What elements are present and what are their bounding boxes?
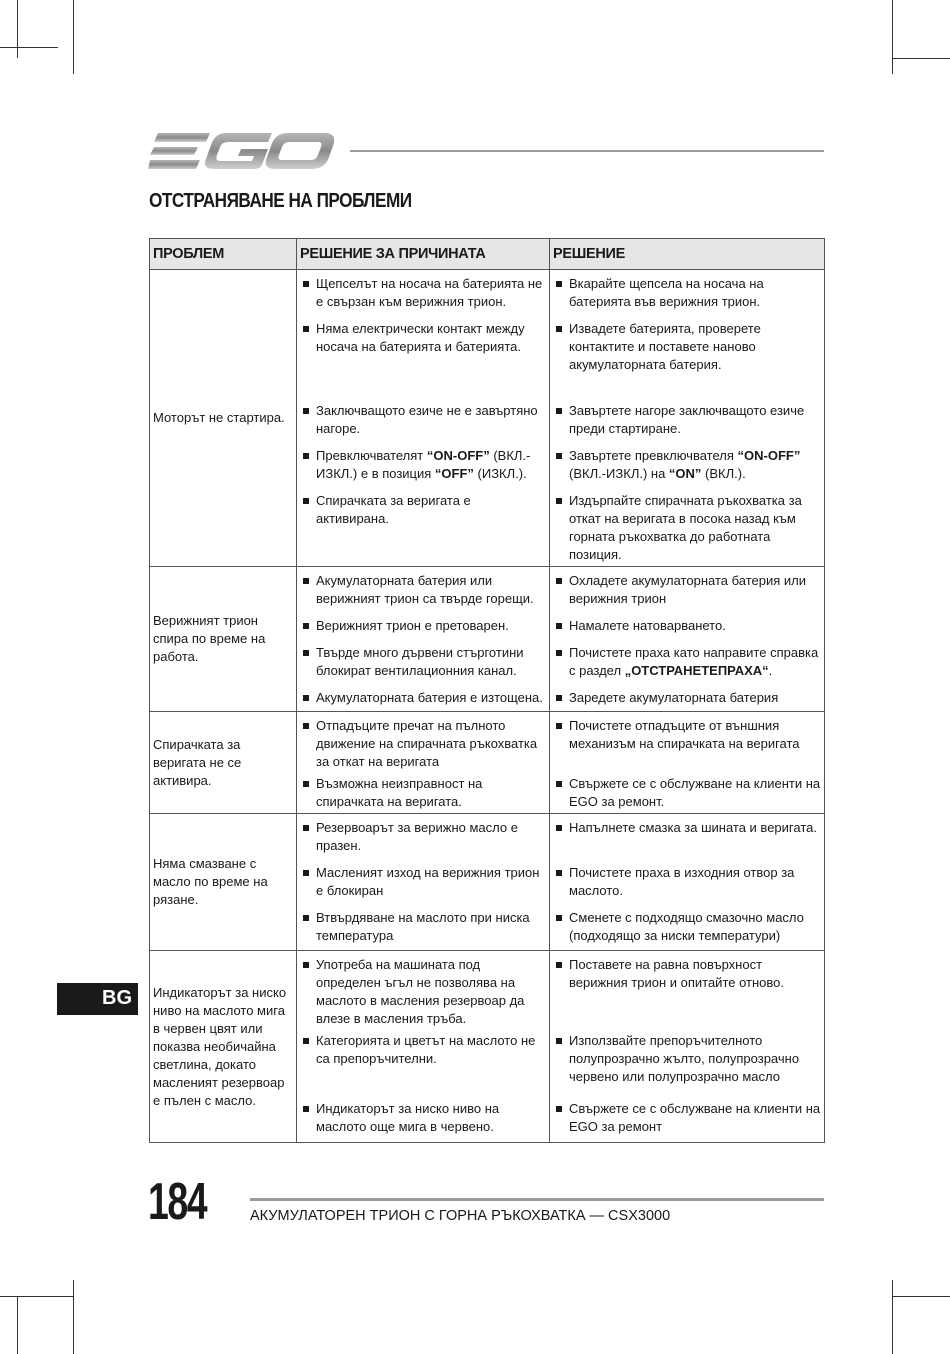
solution-list-item — [550, 864, 824, 900]
text-run: Завъртете нагоре заключващото езиче преди стартиране. — [569, 403, 805, 436]
solution-cell — [550, 814, 825, 951]
text-run: Употреба на машината под определен ъгъл не позволява на маслото в масления резервоар да влезе в масления тръба. — [316, 957, 525, 1026]
solution-list-item — [550, 644, 824, 680]
text-run: Свържете се с обслужване на клиенти на EGO за ремонт. — [569, 776, 821, 809]
text-run: Акумулаторната батерия е изтощена. — [316, 690, 543, 705]
text-run: Сменете с подходящо смазочно масло (подходящо за ниски температури) — [569, 910, 804, 943]
text-run: (ИЗКЛ.). — [473, 466, 527, 481]
troubleshooting-table — [149, 238, 825, 1143]
text-run: Извадете батерията, проверете контактите и поставете наново акумулаторната батерия. — [569, 321, 761, 372]
table-row — [150, 814, 825, 951]
problem-cell: Спирачката за веригата не се активира. — [150, 712, 297, 814]
text-run: Спирачката за веригата е активирана. — [316, 493, 471, 526]
text-run: Индикаторът за ниско ниво на маслото още мига в червено. — [316, 1101, 500, 1134]
text-run: Заключващото езиче не е завъртяно нагоре. — [316, 403, 538, 436]
solution-list-item — [550, 1100, 824, 1136]
text-run: Втвърдяване на маслото при ниска температура — [316, 910, 530, 943]
solution-list — [550, 956, 824, 1136]
text-run: Заредете акумулаторната батерия — [569, 690, 779, 705]
cause-cell — [297, 951, 550, 1143]
table-row — [150, 270, 825, 567]
cause-list — [297, 275, 549, 564]
ego-logo — [148, 128, 334, 174]
table-header-row — [150, 239, 825, 270]
text-run: (ВКЛ.-ИЗКЛ.) е в позиция — [316, 448, 531, 481]
cause-list-item — [297, 492, 549, 564]
text-run: Щепселът на носача на батерията не е свързан към верижния трион. — [316, 276, 543, 309]
table-row — [150, 567, 825, 712]
text-run: Поставете на равна повърхност верижния трион и опитайте отново. — [569, 957, 785, 990]
solution-list — [550, 572, 824, 707]
header-solution: РЕШЕНИЕ — [550, 239, 825, 270]
text-run: Намалете натоварването. — [569, 618, 726, 633]
solution-list — [550, 819, 824, 945]
text-run: Свържете се с обслужване на клиенти на EGO за ремонт — [569, 1101, 821, 1134]
emphasis-text: “ON-OFF” — [426, 448, 490, 463]
crop-mark — [17, 0, 18, 58]
text-run: Напълнете смазка за шината и веригата. — [569, 820, 817, 835]
text-run: Издърпайте спирачната ръкохватка за откат на веригата в посока назад към горната ръкохватка до работната позиция. — [569, 493, 802, 562]
cause-list-item — [297, 617, 549, 635]
text-run: Охладете акумулаторната батерия или верижния трион — [569, 573, 806, 606]
footer-title: АКУМУЛАТОРЕН ТРИОН С ГОРНА РЪКОХВАТКА — CSX3000 — [250, 1208, 671, 1224]
cause-list-item — [297, 1100, 549, 1136]
solution-cell — [550, 567, 825, 712]
crop-mark — [892, 1296, 950, 1297]
emphasis-text: “ON-OFF” — [737, 448, 801, 463]
cause-list-item — [297, 864, 549, 900]
table-row — [150, 951, 825, 1143]
language-tab — [57, 983, 138, 1015]
solution-list-item — [550, 572, 824, 608]
text-run: Възможна неизправност на спирачката на веригата. — [316, 776, 483, 809]
emphasis-text: “OFF” — [434, 466, 474, 481]
text-run: Няма електрически контакт между носача на батерията и батерията. — [316, 321, 525, 354]
text-run: Отпадъците пречат на пълното движение на спирачната ръкохватка за откат на веригата — [316, 718, 538, 769]
cause-cell — [297, 270, 550, 567]
emphasis-text: “ON” — [668, 466, 702, 481]
cause-list-item — [297, 909, 549, 945]
cause-list-item — [297, 689, 549, 707]
crop-mark — [0, 47, 58, 48]
cause-list-item — [297, 447, 549, 483]
solution-cell — [550, 270, 825, 567]
solution-list-item — [550, 1032, 824, 1086]
header-cause: РЕШЕНИЕ ЗА ПРИЧИНАТА — [297, 239, 550, 270]
page-number: 184 — [148, 1173, 207, 1231]
crop-mark — [892, 1280, 893, 1354]
text-run: Твърде много дървени стърготини блокират вентилационния канал. — [316, 645, 524, 678]
solution-list-item — [550, 819, 824, 855]
crop-mark — [0, 1296, 74, 1297]
cause-list-item — [297, 819, 549, 855]
footer-rule — [250, 1198, 824, 1201]
solution-list-item — [550, 275, 824, 311]
cause-list — [297, 572, 549, 707]
solution-list-item — [550, 775, 824, 811]
section-title: ОТСТРАНЯВАНЕ НА ПРОБЛЕМИ — [149, 190, 412, 212]
cause-list-item — [297, 275, 549, 311]
problem-cell: Верижният трион спира по време на работа. — [150, 567, 297, 712]
cause-list-item — [297, 956, 549, 1028]
solution-cell — [550, 951, 825, 1143]
cause-list — [297, 956, 549, 1136]
cause-cell — [297, 712, 550, 814]
text-run: Верижният трион е претоварен. — [316, 618, 509, 633]
text-run: (ВКЛ.-ИЗКЛ.) на — [569, 466, 669, 481]
text-run: Превключвателят — [316, 448, 427, 463]
text-run: Почистете отпадъците от външния механизъм на спирачката на веригата — [569, 718, 800, 751]
text-run: Почистете праха в изходния отвор за маслото. — [569, 865, 795, 898]
text-run: Категорията и цветът на маслото не са препоръчителни. — [316, 1033, 536, 1066]
cause-cell — [297, 814, 550, 951]
text-run: Използвайте препоръчителното полупрозрачно жълто, полупрозрачно червено или полупрозрачно масло — [569, 1033, 800, 1084]
cause-list-item — [297, 402, 549, 438]
crop-mark — [73, 1280, 74, 1354]
crop-mark — [73, 0, 74, 74]
text-run: . — [768, 663, 773, 678]
text-run: Акумулаторната батерия или верижният трион са твърде горещи. — [316, 573, 534, 606]
cause-list-item — [297, 644, 549, 680]
cause-list-item — [297, 717, 549, 771]
table-row — [150, 712, 825, 814]
cause-list-item — [297, 320, 549, 374]
cause-list — [297, 717, 549, 811]
text-run: (ВКЛ.). — [701, 466, 746, 481]
solution-list-item — [550, 909, 824, 945]
problem-cell: Индикаторът за ниско ниво на маслото мига в червен цвят или показва необичайна светлина, докато масленият резервоар е пълен с масло. — [150, 951, 297, 1143]
ego-logo-graphic — [148, 128, 334, 174]
header-problem: ПРОБЛЕМ — [150, 239, 297, 270]
crop-mark — [892, 58, 950, 59]
language-tab-label: BG — [102, 987, 132, 1009]
cause-list — [297, 819, 549, 945]
text-run: Резервоарът за верижно масло е празен. — [316, 820, 518, 853]
solution-list-item — [550, 447, 824, 483]
crop-mark — [892, 0, 893, 74]
crop-mark — [17, 1296, 18, 1354]
solution-list-item — [550, 956, 824, 1028]
solution-cell — [550, 712, 825, 814]
solution-list-item — [550, 717, 824, 771]
solution-list-item — [550, 402, 824, 438]
cause-list-item — [297, 1032, 549, 1086]
solution-list — [550, 275, 824, 564]
cause-list-item — [297, 572, 549, 608]
text-run: Вкарайте щепсела на носача на батерията във верижния трион. — [569, 276, 764, 309]
solution-list-item — [550, 689, 824, 707]
problem-cell: Няма смазване с масло по време на рязане. — [150, 814, 297, 951]
solution-list-item — [550, 617, 824, 635]
text-run: Масленият изход на верижния трион е блокиран — [316, 865, 540, 898]
cause-list-item — [297, 775, 549, 811]
header-rule — [350, 150, 824, 152]
solution-list — [550, 717, 824, 811]
text-run: Почистете праха като направите справка с раздел — [569, 645, 819, 678]
solution-list-item — [550, 492, 824, 564]
cause-cell — [297, 567, 550, 712]
problem-cell: Моторът не стартира. — [150, 270, 297, 567]
text-run: Завъртете превключвателя — [569, 448, 738, 463]
emphasis-text: „ОТСТРАНЕТЕПРАХА“ — [624, 663, 769, 678]
solution-list-item — [550, 320, 824, 374]
